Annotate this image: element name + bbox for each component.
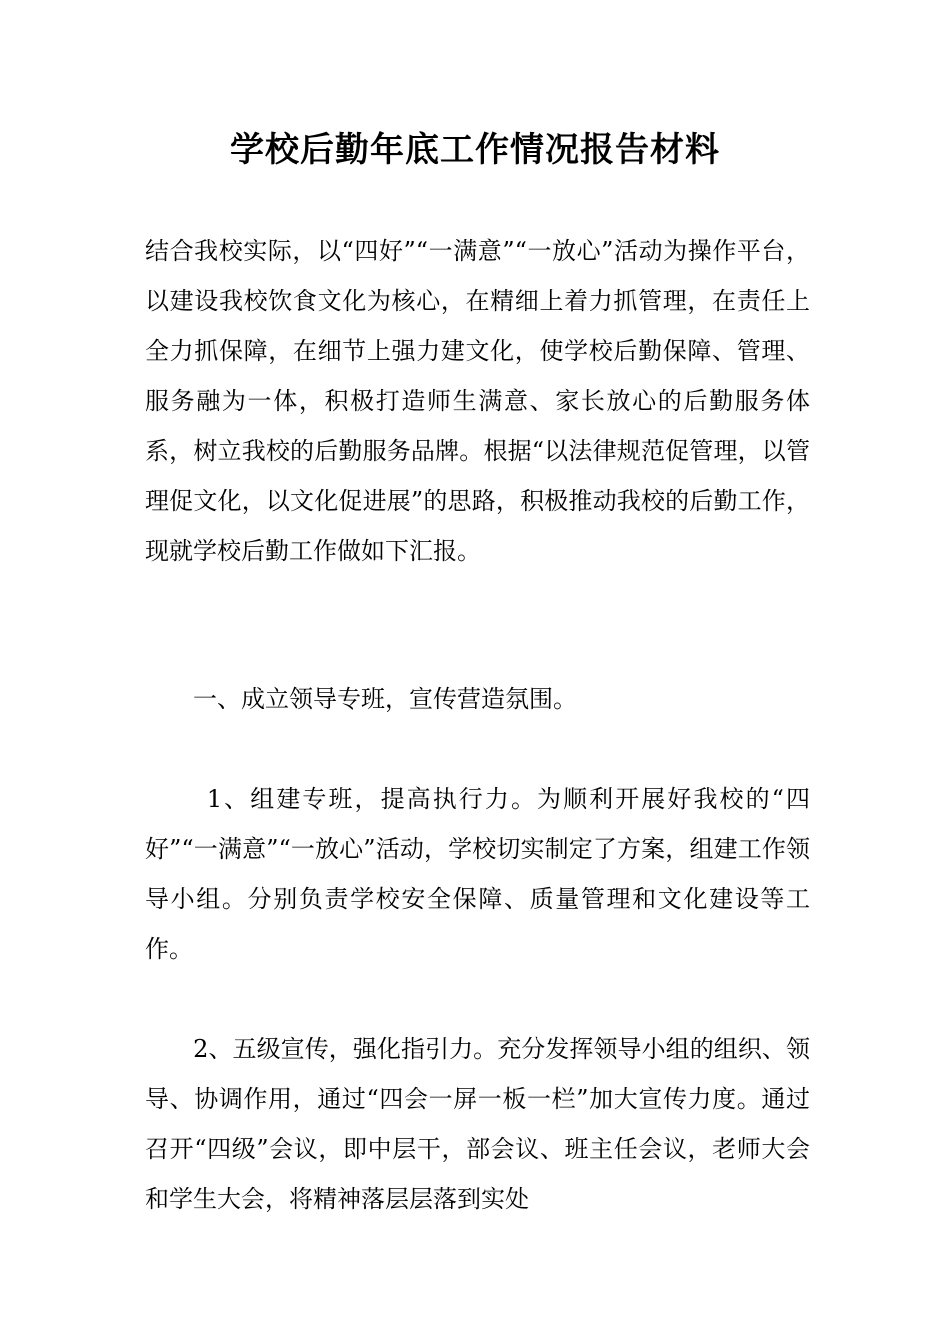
section-paragraph-1: 1、组建专班，提高执行力。为顺利开展好我校的“四好”“一满意”“一放心”活动，学校切实制定了方案，组建工作领导小组。分别负责学校安全保障、质量管理和文化建设等工作。 [145, 785, 810, 963]
intro-paragraph: 结合我校实际，以“四好”“一满意”“一放心”活动为操作平台，以建设我校饮食文化为核心，在精细上着力抓管理，在责任上全力抓保障，在细节上强力建文化，使学校后勤保障、管理、服务融为一体，积极打造师生满意、家长放心的后勤服务体系，树立我校的后勤服务品牌。根据“以法律规范促管理，以管理促文化，以文化促进展”的思路，积极推动我校的后勤工作，现就学校后勤工作做如下汇报。 [145, 237, 810, 565]
document-title: 学校后勤年底工作情况报告材料 [230, 130, 720, 170]
section-heading-1: 一、成立领导专班，宣传营造氛围。 [145, 685, 577, 713]
section-paragraph-2: 2、五级宣传，强化指引力。充分发挥领导小组的组织、领导、协调作用，通过“四会一屏一板一栏”加大宣传力度。通过召开“四级”会议，即中层干，部会议、班主任会议，老师大会和学生大会，将精神落层层落到实处 [145, 1035, 810, 1213]
